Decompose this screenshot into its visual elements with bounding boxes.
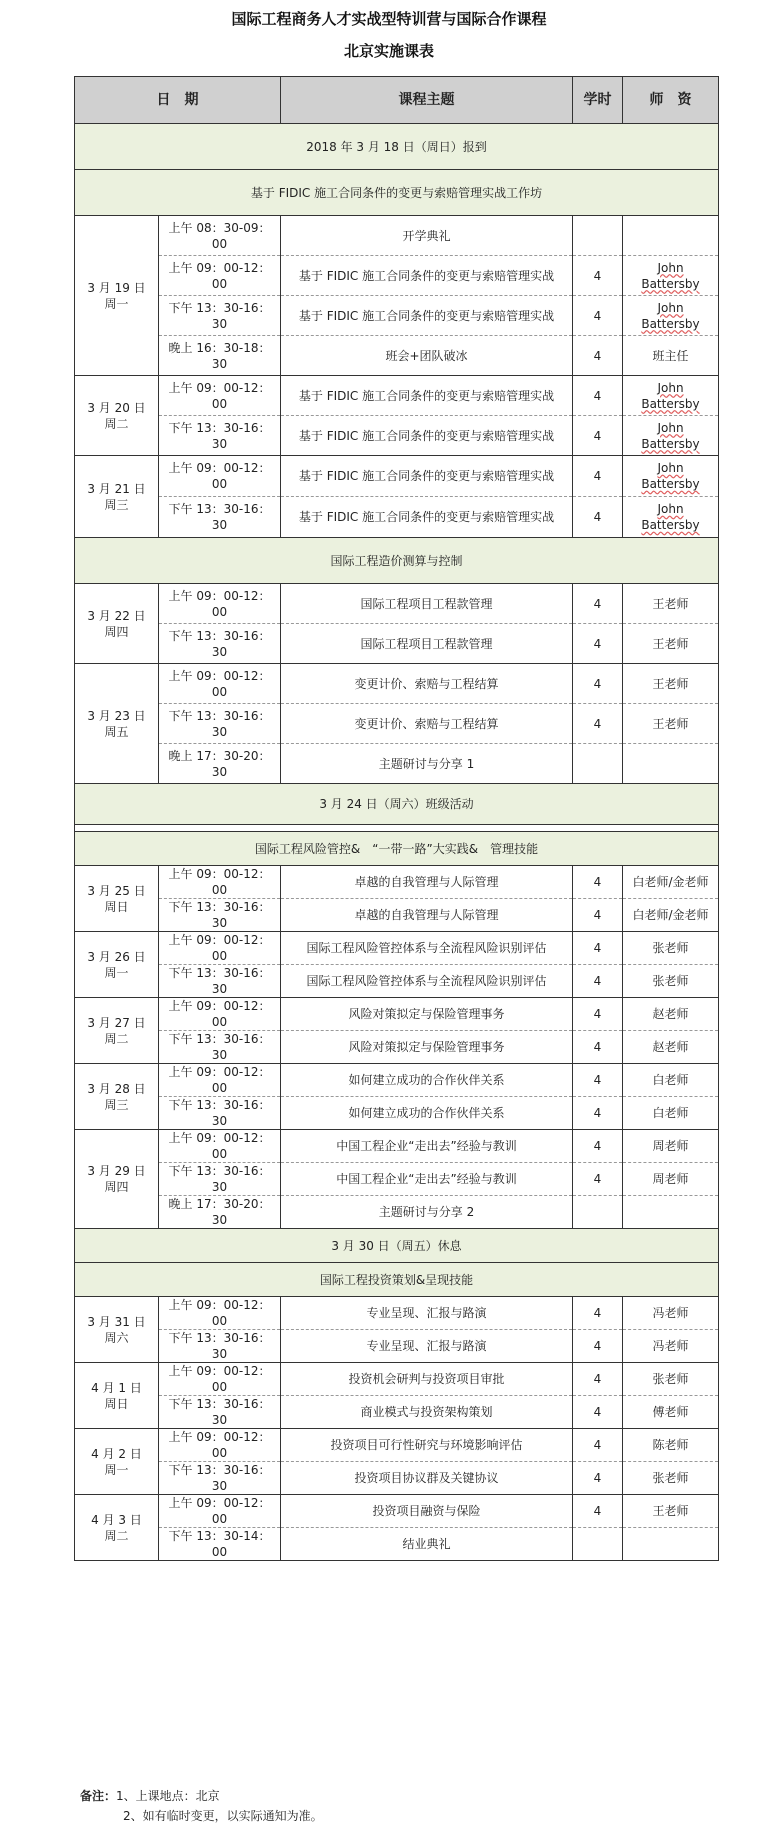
day-date: 3 月 26 日 xyxy=(87,949,146,964)
day-weekday: 周六 xyxy=(104,1330,129,1345)
day-weekday: 周二 xyxy=(104,1528,129,1543)
session-row xyxy=(75,624,719,664)
section-banner: 3 月 30 日（周五）休息 xyxy=(75,1229,719,1263)
session-hours: 4 xyxy=(573,932,623,965)
day-date: 3 月 31 日 xyxy=(87,1314,146,1329)
day-weekday: 周一 xyxy=(104,1462,129,1477)
session-topic: 中国工程企业“走出去”经验与教训 xyxy=(281,1163,573,1196)
session-topic: 风险对策拟定与保险管理事务 xyxy=(281,998,573,1031)
session-time: 下午 13：30-16：30 xyxy=(159,1462,281,1495)
session-time: 下午 13：30-16：30 xyxy=(159,1097,281,1130)
session-teacher: 王老师 xyxy=(623,584,719,624)
session-topic: 专业呈现、汇报与路演 xyxy=(281,1297,573,1330)
section-row xyxy=(75,124,719,170)
session-hours: 4 xyxy=(573,1429,623,1462)
session-teacher: 赵老师 xyxy=(623,998,719,1031)
session-row xyxy=(75,1163,719,1196)
session-hours: 4 xyxy=(573,584,623,624)
session-teacher: 白老师/金老师 xyxy=(623,866,719,899)
session-time: 下午 13：30-14：00 xyxy=(159,1528,281,1561)
session-time: 上午 09：00-12：00 xyxy=(159,1363,281,1396)
header-date: 日 期 xyxy=(75,77,281,124)
session-topic: 如何建立成功的合作伙伴关系 xyxy=(281,1097,573,1130)
day-date: 4 月 1 日 xyxy=(91,1380,142,1395)
session-teacher: 冯老师 xyxy=(623,1297,719,1330)
session-topic: 投资项目融资与保险 xyxy=(281,1495,573,1528)
day-date: 3 月 25 日 xyxy=(87,883,146,898)
session-row xyxy=(75,899,719,932)
session-row xyxy=(75,1462,719,1495)
day-date: 3 月 28 日 xyxy=(87,1081,146,1096)
day-date: 3 月 20 日 xyxy=(87,400,146,415)
day-cell xyxy=(75,376,159,456)
teacher-name: John Battersby xyxy=(641,380,700,411)
day-cell xyxy=(75,1429,159,1495)
session-teacher: 王老师 xyxy=(623,1495,719,1528)
session-hours: 4 xyxy=(573,497,623,538)
session-topic: 基于 FIDIC 施工合同条件的变更与索赔管理实战 xyxy=(281,497,573,538)
session-time: 下午 13：30-16：30 xyxy=(159,416,281,456)
session-topic: 投资机会研判与投资项目审批 xyxy=(281,1363,573,1396)
section-banner: 2018 年 3 月 18 日（周日）报到 xyxy=(75,124,719,170)
spacer-row xyxy=(75,825,719,832)
schedule-table xyxy=(74,76,719,1561)
session-topic: 开学典礼 xyxy=(281,216,573,256)
day-weekday: 周四 xyxy=(104,1180,129,1194)
day-cell xyxy=(75,456,159,538)
day-date: 3 月 23 日 xyxy=(87,708,146,723)
day-weekday: 周五 xyxy=(104,724,129,739)
session-teacher: 张老师 xyxy=(623,1462,719,1495)
session-topic: 主题研讨与分享 2 xyxy=(281,1196,573,1229)
session-topic: 如何建立成功的合作伙伴关系 xyxy=(281,1064,573,1097)
session-time: 下午 13：30-16：30 xyxy=(159,704,281,744)
session-teacher: 王老师 xyxy=(623,664,719,704)
session-topic: 投资项目可行性研究与环境影响评估 xyxy=(281,1429,573,1462)
session-hours: 4 xyxy=(573,1297,623,1330)
session-teacher: 周老师 xyxy=(623,1163,719,1196)
session-time: 下午 13：30-16：30 xyxy=(159,1163,281,1196)
session-time: 晚上 16：30-18：30 xyxy=(159,336,281,376)
day-weekday: 周日 xyxy=(104,1396,129,1411)
note-location: 1、上课地点：北京 xyxy=(116,1789,220,1803)
day-date: 4 月 2 日 xyxy=(91,1446,142,1461)
session-hours: 4 xyxy=(573,624,623,664)
header-row xyxy=(75,77,719,124)
session-hours: 4 xyxy=(573,1363,623,1396)
session-hours: 4 xyxy=(573,1130,623,1163)
session-row xyxy=(75,584,719,624)
session-time: 上午 09：00-12：00 xyxy=(159,456,281,497)
session-hours: 4 xyxy=(573,456,623,497)
section-row xyxy=(75,832,719,866)
session-topic: 班会+团队破冰 xyxy=(281,336,573,376)
session-topic: 卓越的自我管理与人际管理 xyxy=(281,866,573,899)
session-time: 下午 13：30-16：30 xyxy=(159,965,281,998)
day-date: 3 月 21 日 xyxy=(87,481,146,496)
session-time: 上午 09：00-12：00 xyxy=(159,998,281,1031)
header-teacher: 师 资 xyxy=(623,77,719,124)
session-time: 上午 09：00-12：00 xyxy=(159,1064,281,1097)
section-row xyxy=(75,1229,719,1263)
session-topic: 基于 FIDIC 施工合同条件的变更与索赔管理实战 xyxy=(281,256,573,296)
session-time: 上午 09：00-12：00 xyxy=(159,376,281,416)
day-cell xyxy=(75,1064,159,1130)
session-topic: 国际工程项目工程款管理 xyxy=(281,584,573,624)
session-time: 下午 13：30-16：30 xyxy=(159,497,281,538)
day-weekday: 周日 xyxy=(104,899,129,914)
note-line-1 xyxy=(80,1786,323,1806)
session-topic: 投资项目协议群及关键协议 xyxy=(281,1462,573,1495)
session-row xyxy=(75,216,719,256)
day-date: 3 月 29 日 xyxy=(87,1164,146,1178)
session-teacher xyxy=(623,1528,719,1561)
session-row xyxy=(75,1297,719,1330)
day-cell xyxy=(75,664,159,784)
session-row xyxy=(75,704,719,744)
session-row xyxy=(75,497,719,538)
session-row xyxy=(75,456,719,497)
section-row xyxy=(75,1263,719,1297)
teacher-name: John Battersby xyxy=(641,420,700,451)
notes xyxy=(80,1786,323,1826)
session-row xyxy=(75,932,719,965)
session-teacher: 傅老师 xyxy=(623,1396,719,1429)
session-hours xyxy=(573,1528,623,1561)
day-cell xyxy=(75,584,159,664)
session-row xyxy=(75,1196,719,1229)
section-row xyxy=(75,784,719,825)
day-cell xyxy=(75,1363,159,1429)
teacher-name: John Battersby xyxy=(641,300,700,331)
session-teacher xyxy=(623,1196,719,1229)
session-teacher: 陈老师 xyxy=(623,1429,719,1462)
session-row xyxy=(75,296,719,336)
session-teacher xyxy=(623,497,719,538)
session-row xyxy=(75,998,719,1031)
session-time: 上午 09：00-12：00 xyxy=(159,932,281,965)
session-teacher: 张老师 xyxy=(623,965,719,998)
session-time: 上午 09：00-12：00 xyxy=(159,866,281,899)
day-weekday: 周三 xyxy=(104,497,129,512)
session-topic: 风险对策拟定与保险管理事务 xyxy=(281,1031,573,1064)
session-teacher xyxy=(623,376,719,416)
session-topic: 基于 FIDIC 施工合同条件的变更与索赔管理实战 xyxy=(281,416,573,456)
session-hours: 4 xyxy=(573,1097,623,1130)
session-hours: 4 xyxy=(573,1163,623,1196)
session-time: 晚上 17：30-20：30 xyxy=(159,744,281,784)
session-hours xyxy=(573,1196,623,1229)
day-cell xyxy=(75,1495,159,1561)
session-time: 上午 09：00-12：00 xyxy=(159,1297,281,1330)
session-row xyxy=(75,376,719,416)
session-row xyxy=(75,1363,719,1396)
session-topic: 国际工程风险管控体系与全流程风险识别评估 xyxy=(281,965,573,998)
session-topic: 商业模式与投资架构策划 xyxy=(281,1396,573,1429)
session-time: 下午 13：30-16：30 xyxy=(159,624,281,664)
day-weekday: 周二 xyxy=(104,1031,129,1046)
session-hours: 4 xyxy=(573,899,623,932)
session-teacher xyxy=(623,296,719,336)
session-teacher xyxy=(623,456,719,497)
session-time: 下午 13：30-16：30 xyxy=(159,1330,281,1363)
session-row xyxy=(75,1031,719,1064)
note-line-2: 2、如有临时变更，以实际通知为准。 xyxy=(123,1809,323,1823)
session-hours: 4 xyxy=(573,1396,623,1429)
session-row xyxy=(75,1495,719,1528)
day-weekday: 周四 xyxy=(104,624,129,639)
session-hours: 4 xyxy=(573,296,623,336)
session-time: 上午 09：00-12：00 xyxy=(159,1429,281,1462)
session-hours: 4 xyxy=(573,416,623,456)
session-row xyxy=(75,1064,719,1097)
session-time: 下午 13：30-16：30 xyxy=(159,296,281,336)
session-teacher: 白老师 xyxy=(623,1064,719,1097)
session-hours: 4 xyxy=(573,664,623,704)
session-row xyxy=(75,416,719,456)
page-subtitle: 北京实施课表 xyxy=(343,42,434,60)
day-date: 3 月 22 日 xyxy=(87,608,146,623)
day-cell xyxy=(75,216,159,376)
page-title: 国际工程商务人才实战型特训营与国际合作课程 xyxy=(231,10,547,28)
session-topic: 主题研讨与分享 1 xyxy=(281,744,573,784)
session-row xyxy=(75,1330,719,1363)
teacher-name: John Battersby xyxy=(641,502,700,532)
section-row xyxy=(75,538,719,584)
session-hours: 4 xyxy=(573,336,623,376)
day-date: 4 月 3 日 xyxy=(91,1512,142,1527)
session-hours: 4 xyxy=(573,1330,623,1363)
session-teacher: 周老师 xyxy=(623,1130,719,1163)
day-date: 3 月 27 日 xyxy=(87,1015,146,1030)
day-cell xyxy=(75,866,159,932)
spacer xyxy=(75,825,719,832)
session-time: 上午 09：00-12：00 xyxy=(159,584,281,624)
session-topic: 基于 FIDIC 施工合同条件的变更与索赔管理实战 xyxy=(281,296,573,336)
session-topic: 专业呈现、汇报与路演 xyxy=(281,1330,573,1363)
session-topic: 结业典礼 xyxy=(281,1528,573,1561)
session-row xyxy=(75,1097,719,1130)
session-teacher: 白老师 xyxy=(623,1097,719,1130)
session-teacher: 班主任 xyxy=(623,336,719,376)
session-time: 上午 08：30-09：00 xyxy=(159,216,281,256)
section-banner: 国际工程造价测算与控制 xyxy=(75,538,719,584)
session-row xyxy=(75,965,719,998)
session-hours: 4 xyxy=(573,965,623,998)
notes-label: 备注： xyxy=(80,1789,117,1803)
session-time: 下午 13：30-16：30 xyxy=(159,1031,281,1064)
header-topic: 课程主题 xyxy=(281,77,573,124)
session-row xyxy=(75,664,719,704)
session-hours: 4 xyxy=(573,1031,623,1064)
session-time: 上午 09：00-12：00 xyxy=(159,664,281,704)
session-teacher xyxy=(623,744,719,784)
session-row xyxy=(75,256,719,296)
session-hours: 4 xyxy=(573,1495,623,1528)
session-time: 下午 13：30-16：30 xyxy=(159,899,281,932)
section-banner: 国际工程投资策划&呈现技能 xyxy=(75,1263,719,1297)
session-teacher: 白老师/金老师 xyxy=(623,899,719,932)
session-row xyxy=(75,866,719,899)
section-row xyxy=(75,170,719,216)
session-topic: 卓越的自我管理与人际管理 xyxy=(281,899,573,932)
session-topic: 中国工程企业“走出去”经验与教训 xyxy=(281,1130,573,1163)
day-weekday: 周一 xyxy=(104,296,129,311)
session-teacher: 王老师 xyxy=(623,704,719,744)
session-time: 晚上 17：30-20：30 xyxy=(159,1196,281,1229)
day-cell xyxy=(75,932,159,998)
day-cell xyxy=(75,1130,159,1229)
session-hours xyxy=(573,744,623,784)
session-row xyxy=(75,1528,719,1561)
teacher-name: John Battersby xyxy=(641,461,700,491)
session-time: 上午 09：00-12：00 xyxy=(159,1130,281,1163)
session-teacher: 赵老师 xyxy=(623,1031,719,1064)
session-row xyxy=(75,336,719,376)
session-hours: 4 xyxy=(573,866,623,899)
session-teacher: 冯老师 xyxy=(623,1330,719,1363)
session-topic: 国际工程风险管控体系与全流程风险识别评估 xyxy=(281,932,573,965)
session-time: 上午 09：00-12：00 xyxy=(159,256,281,296)
day-cell xyxy=(75,1297,159,1363)
session-teacher xyxy=(623,416,719,456)
day-weekday: 周二 xyxy=(104,416,129,431)
session-hours: 4 xyxy=(573,998,623,1031)
session-time: 下午 13：30-16：30 xyxy=(159,1396,281,1429)
session-topic: 变更计价、索赔与工程结算 xyxy=(281,704,573,744)
session-row xyxy=(75,744,719,784)
session-topic: 基于 FIDIC 施工合同条件的变更与索赔管理实战 xyxy=(281,456,573,497)
section-banner: 国际工程风险管控& “一带一路”大实践& 管理技能 xyxy=(75,832,719,866)
session-topic: 变更计价、索赔与工程结算 xyxy=(281,664,573,704)
session-hours: 4 xyxy=(573,1462,623,1495)
session-teacher: 张老师 xyxy=(623,932,719,965)
session-row xyxy=(75,1396,719,1429)
session-hours: 4 xyxy=(573,256,623,296)
session-hours: 4 xyxy=(573,1064,623,1097)
session-time: 上午 09：00-12：00 xyxy=(159,1495,281,1528)
session-teacher: 王老师 xyxy=(623,624,719,664)
session-teacher: 张老师 xyxy=(623,1363,719,1396)
day-weekday: 周三 xyxy=(104,1097,129,1112)
section-banner: 基于 FIDIC 施工合同条件的变更与索赔管理实战工作坊 xyxy=(75,170,719,216)
session-hours: 4 xyxy=(573,376,623,416)
header-hours: 学时 xyxy=(573,77,623,124)
teacher-name: John Battersby xyxy=(641,260,700,291)
day-cell xyxy=(75,998,159,1064)
section-banner: 3 月 24 日（周六）班级活动 xyxy=(75,784,719,825)
session-hours: 4 xyxy=(573,704,623,744)
session-teacher xyxy=(623,216,719,256)
session-row xyxy=(75,1429,719,1462)
session-teacher xyxy=(623,256,719,296)
day-weekday: 周一 xyxy=(104,965,129,980)
day-date: 3 月 19 日 xyxy=(87,280,146,295)
session-row xyxy=(75,1130,719,1163)
session-topic: 基于 FIDIC 施工合同条件的变更与索赔管理实战 xyxy=(281,376,573,416)
session-hours xyxy=(573,216,623,256)
session-topic: 国际工程项目工程款管理 xyxy=(281,624,573,664)
